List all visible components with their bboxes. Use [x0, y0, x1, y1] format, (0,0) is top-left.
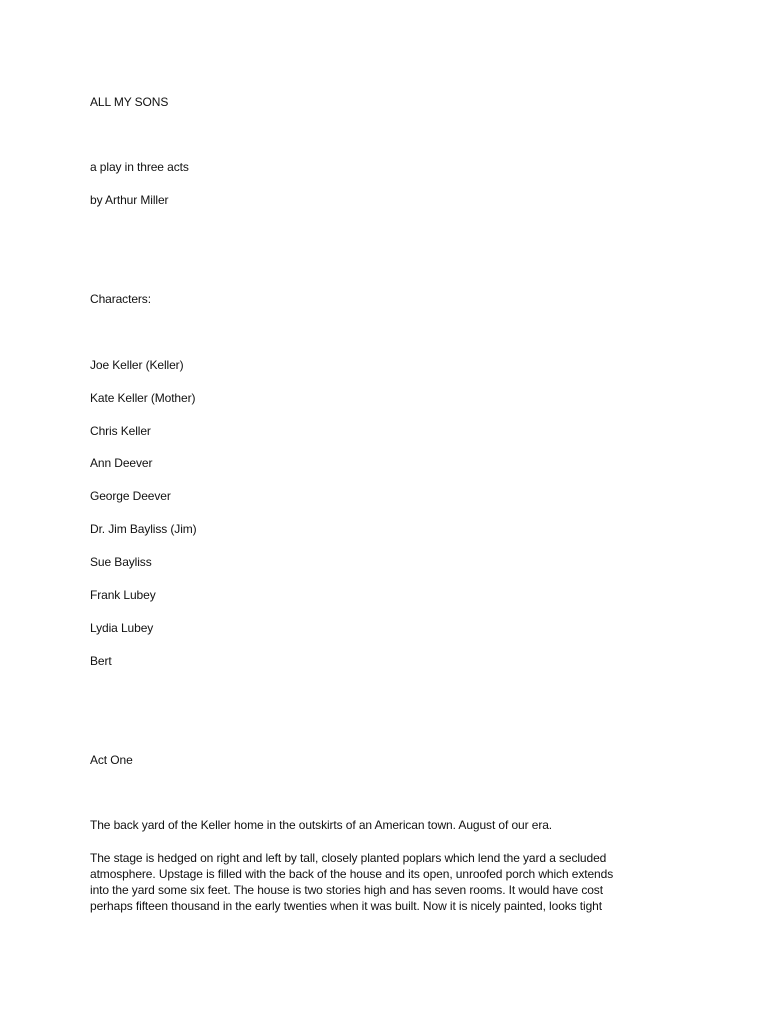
- character-item: George Deever: [90, 489, 171, 503]
- play-byline: by Arthur Miller: [90, 193, 169, 207]
- character-item: Bert: [90, 654, 112, 668]
- character-item: Lydia Lubey: [90, 621, 154, 635]
- description-paragraph: [90, 850, 670, 914]
- character-item: Frank Lubey: [90, 588, 156, 602]
- character-item: Joe Keller (Keller): [90, 358, 184, 372]
- character-item: Chris Keller: [90, 424, 151, 438]
- description-line: into the yard some six feet. The house is two stories high and has seven rooms. It would have cost: [90, 883, 603, 897]
- character-item: Dr. Jim Bayliss (Jim): [90, 522, 197, 536]
- description-line: perhaps fifteen thousand in the early twenties when it was built. Now it is nicely painted, looks tight: [90, 899, 602, 913]
- character-item: Sue Bayliss: [90, 555, 152, 569]
- description-line: The stage is hedged on right and left by tall, closely planted poplars which lend the yard a secluded: [90, 851, 607, 865]
- play-title: ALL MY SONS: [90, 95, 169, 109]
- description-line: atmosphere. Upstage is filled with the back of the house and its open, unroofed porch which extends: [90, 867, 614, 881]
- setting-paragraph: The back yard of the Keller home in the outskirts of an American town. August of our era.: [90, 818, 553, 832]
- characters-heading: Characters:: [90, 292, 151, 306]
- act-heading: Act One: [90, 753, 133, 767]
- play-subtitle: a play in three acts: [90, 160, 189, 174]
- character-item: Ann Deever: [90, 456, 153, 470]
- character-item: Kate Keller (Mother): [90, 391, 196, 405]
